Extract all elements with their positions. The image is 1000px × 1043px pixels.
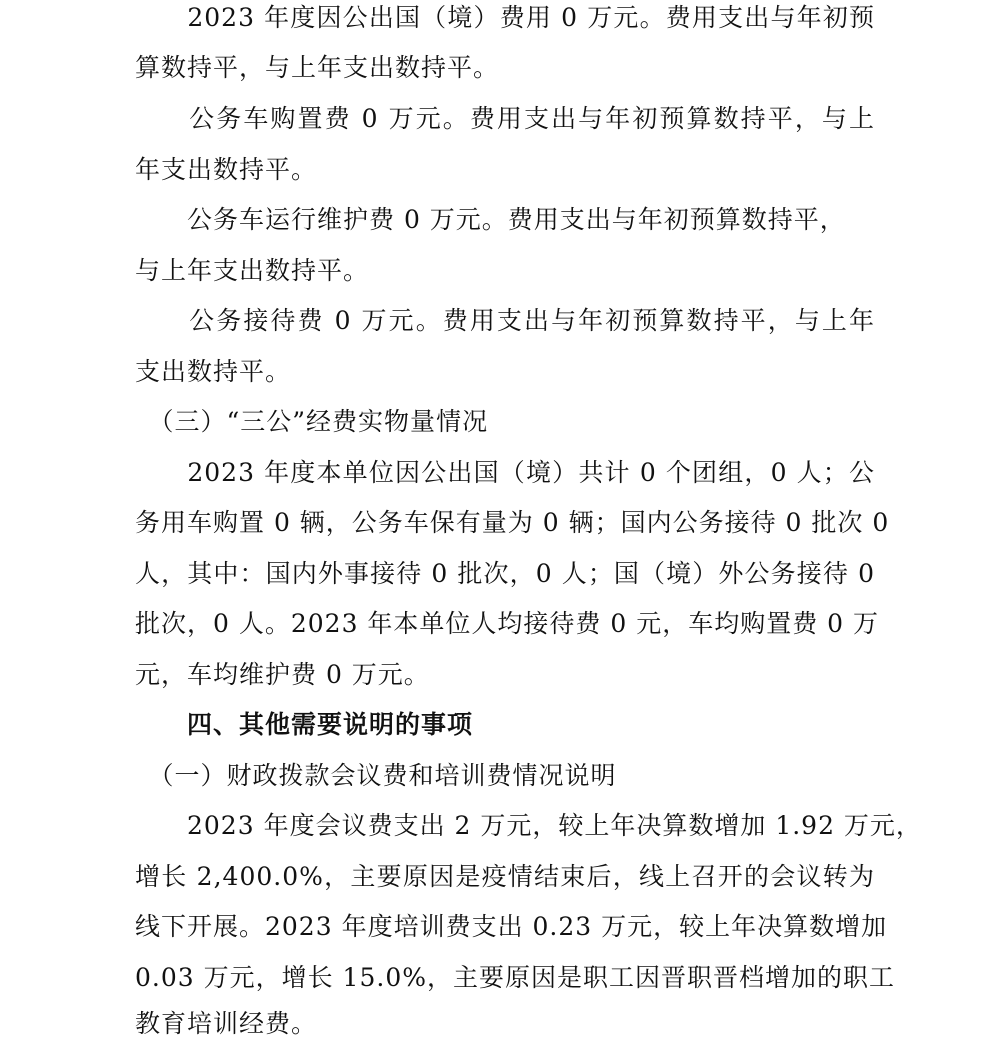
text-line: 支出数持平。 [135,357,292,386]
text-line: 2023 年度会议费支出 2 万元，较上年决算数增加 1.92 万元， [135,811,922,840]
text-line: 公务车购置费 0 万元。费用支出与年初预算数持平，与上 [135,104,875,133]
text-line: 公务车运行维护费 0 万元。费用支出与年初预算数持平， [135,205,846,234]
text-line: 2023 年度本单位因公出国（境）共计 0 个团组，0 人；公 [135,458,875,487]
text-line: 0.03 万元，增长 15.0%，主要原因是职工因晋职晋档增加的职工 [135,963,895,992]
text-line: 教育培训经费。 [135,1009,318,1038]
text-line: 务用车购置 0 辆，公务车保有量为 0 辆；国内公务接待 0 批次 0 [135,508,890,537]
text-line: 年支出数持平。 [135,155,318,184]
text-line: 与上年支出数持平。 [135,256,370,285]
section-heading: （三）“三公”经费实物量情况 [135,407,489,436]
text-line: 2023 年度因公出国（境）费用 0 万元。费用支出与年初预 [135,3,875,32]
text-line: 线下开展。2023 年度培训费支出 0.23 万元，较上年决算数增加 [135,912,888,941]
text-line: 公务接待费 0 万元。费用支出与年初预算数持平，与上年 [135,306,875,335]
section-heading: （一）财政拨款会议费和培训费情况说明 [135,761,617,790]
text-line: 批次，0 人。2023 年本单位人均接待费 0 元，车均购置费 0 万 [135,609,880,638]
text-line: 算数持平，与上年支出数持平。 [135,53,500,82]
text-line: 增长 2,400.0%，主要原因是疫情结束后，线上召开的会议转为 [135,862,875,891]
text-line: 元，车均维护费 0 万元。 [135,660,430,689]
chapter-heading: 四、其他需要说明的事项 [135,710,474,739]
text-line: 人，其中：国内外事接待 0 批次，0 人；国（境）外公务接待 0 [135,559,875,588]
